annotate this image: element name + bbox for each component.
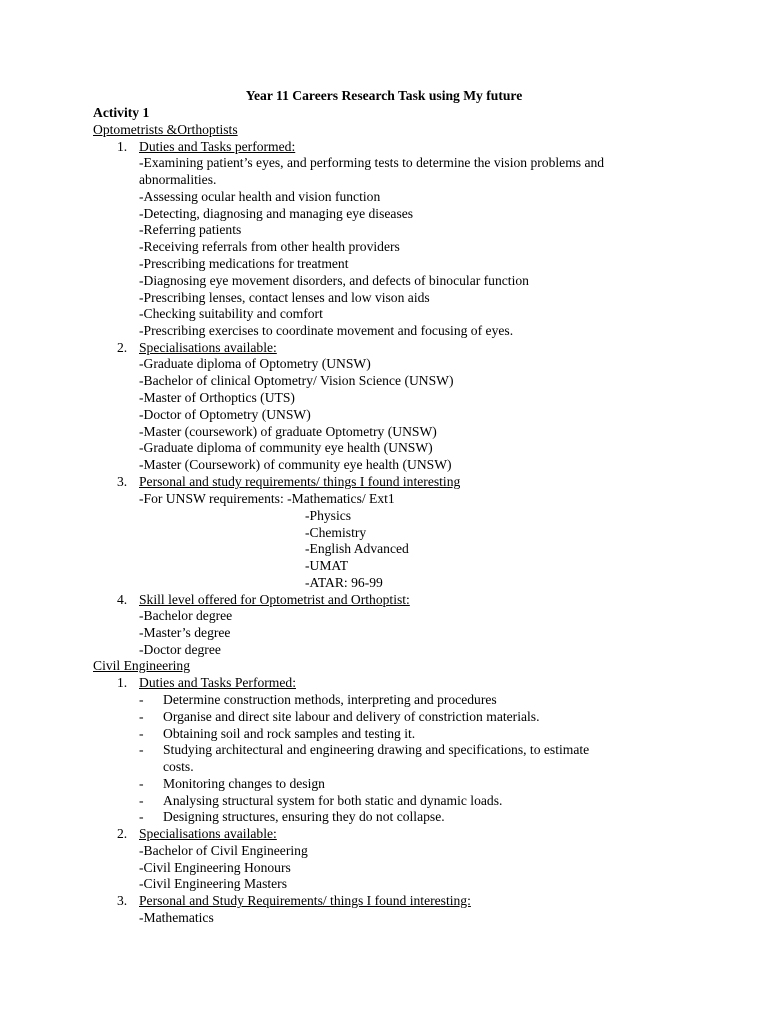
bullet-dash: - [139, 742, 144, 757]
list-line: Studying architectural and engineering drawing and specifications, to estimate [163, 742, 590, 757]
bullet-dash: - [139, 709, 144, 724]
bullet-dash: - [139, 809, 144, 824]
list-line: -English Advanced [305, 541, 409, 556]
list-line: -Graduate diploma of Optometry (UNSW) [139, 356, 371, 371]
section-heading-optometrists: Optometrists &Orthoptists [93, 122, 238, 137]
list-line: -Master of Orthoptics (UTS) [139, 390, 295, 405]
list-line: -Bachelor of Civil Engineering [139, 843, 308, 858]
list-line: -Examining patient’s eyes, and performing tests to determine the vision problems and [139, 155, 605, 170]
list-number: 4. [117, 592, 128, 607]
list-line: -ATAR: 96-99 [305, 575, 383, 590]
list-line: -Prescribing lenses, contact lenses and low vison aids [139, 290, 430, 305]
list-line: Monitoring changes to design [163, 776, 325, 791]
list-line: -Doctor degree [139, 642, 221, 657]
list-line: -Checking suitability and comfort [139, 306, 323, 321]
list-line: -Mathematics [139, 910, 214, 925]
item-heading-specialisations: Specialisations available: [139, 826, 277, 841]
list-line: -Graduate diploma of community eye health (UNSW) [139, 440, 433, 455]
list-number: 3. [117, 893, 128, 908]
list-line: -Civil Engineering Masters [139, 876, 287, 891]
page-title: Year 11 Careers Research Task using My future [245, 88, 523, 103]
list-line: -Bachelor of clinical Optometry/ Vision Science (UNSW) [139, 373, 454, 388]
list-line: -Doctor of Optometry (UNSW) [139, 407, 311, 422]
list-line: -Civil Engineering Honours [139, 860, 291, 875]
list-line: -Diagnosing eye movement disorders, and defects of binocular function [139, 273, 529, 288]
bullet-dash: - [139, 776, 144, 791]
list-number: 2. [117, 340, 128, 355]
activity-heading: Activity 1 [93, 105, 150, 120]
bullet-dash: - [139, 793, 144, 808]
item-heading-requirements: Personal and study requirements/ things I found interesting [139, 474, 461, 489]
list-line: -Chemistry [305, 525, 367, 540]
list-line: Organise and direct site labour and delivery of constriction materials. [163, 709, 540, 724]
item-heading-skill-level: Skill level offered for Optometrist and Orthoptist: [139, 592, 410, 607]
list-number: 3. [117, 474, 128, 489]
list-line: -Receiving referrals from other health providers [139, 239, 400, 254]
list-line: Analysing structural system for both static and dynamic loads. [163, 793, 503, 808]
bullet-dash: - [139, 726, 144, 741]
list-line: -Referring patients [139, 222, 242, 237]
bullet-dash: - [139, 692, 144, 707]
list-line: abnormalities. [139, 172, 217, 187]
list-line: -Bachelor degree [139, 608, 233, 623]
item-heading-specialisations: Specialisations available: [139, 340, 277, 355]
list-line: Determine construction methods, interpreting and procedures [163, 692, 497, 707]
list-line: -Master’s degree [139, 625, 231, 640]
list-line: -Prescribing exercises to coordinate movement and focusing of eyes. [139, 323, 514, 338]
list-line: -For UNSW requirements: -Mathematics/ Ext1 [139, 491, 395, 506]
list-line: Obtaining soil and rock samples and testing it. [163, 726, 416, 741]
item-heading-duties: Duties and Tasks Performed: [139, 675, 296, 690]
list-number: 1. [117, 139, 128, 154]
list-number: 2. [117, 826, 128, 841]
list-line: -Master (Coursework) of community eye health (UNSW) [139, 457, 452, 472]
list-number: 1. [117, 675, 128, 690]
list-line: -Detecting, diagnosing and managing eye diseases [139, 206, 414, 221]
section-heading-civil-engineering: Civil Engineering [93, 658, 191, 673]
item-heading-requirements: Personal and Study Requirements/ things I found interesting: [139, 893, 471, 908]
list-line: -Physics [305, 508, 352, 523]
list-line: -Master (coursework) of graduate Optometry (UNSW) [139, 424, 437, 439]
list-line: -Assessing ocular health and vision function [139, 189, 381, 204]
list-line: -UMAT [305, 558, 349, 573]
list-line: costs. [163, 759, 194, 774]
item-heading-duties: Duties and Tasks performed: [139, 139, 296, 154]
list-line: Designing structures, ensuring they do not collapse. [163, 809, 445, 824]
list-line: -Prescribing medications for treatment [139, 256, 349, 271]
